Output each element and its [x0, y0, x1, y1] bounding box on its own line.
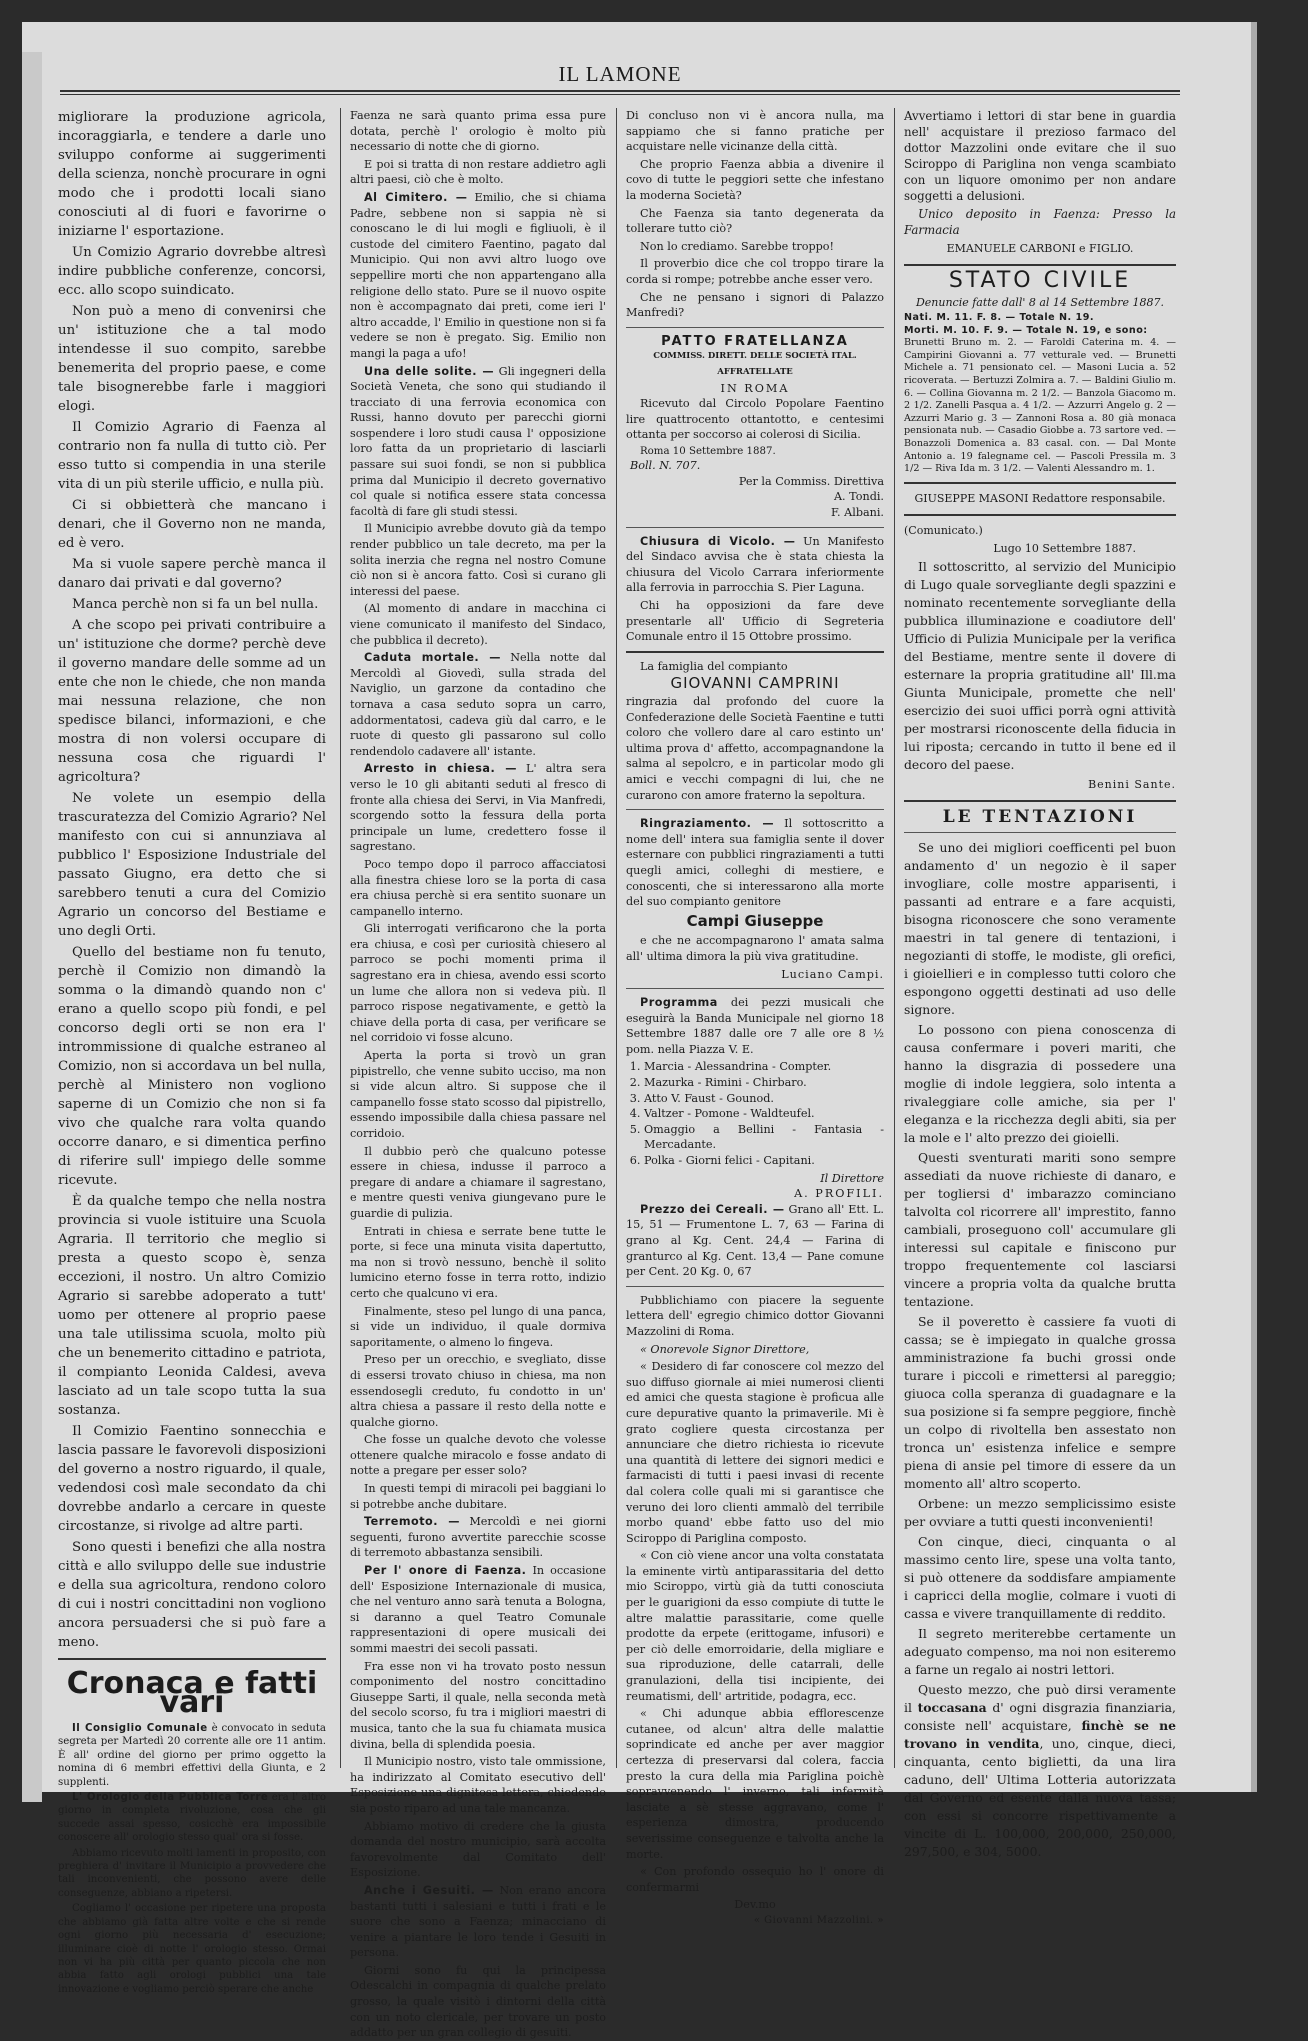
deaths-list: Brunetti Bruno m. 2. — Faroldi Caterina m. 4. — Campirini Giovanni a. 77 vetturale ved. — Brunetti Michele a. 71 pensionato cel. — Masoni Lucia a. 52 ricoverata. — Bertuzzi Zolmira a. 7. — Baldini Giulio m. 6. — Collina Giovanna m. 2 1/2. — Banzola Giacomo m. 2 1/2. Zanelli Pasqua a. 4 1/2. — Azzurri Angelo g. 2 — Azzurri Mario g. 3 — Zannoni Rosa a. 80 già monaca pensionata nub. — Casadio Giobbe a. 73 sartore ved. — Bonazzoli Domenica a. 83 casal. con. — Dal Monte Antonio a. 19 falegname cel. — Pascoli Pressila m. 3 1/2 — Riva Ida m. 3 1/2. — Valenti Alessandro m. 1.	[904, 337, 1176, 475]
news-text: Preso per un orecchio, e svegliato, disse di essersi trovato chiuso in chiesa, ma non essendosegli creduto, fu condotto in un' altra chiesa a passare il resto della notte e qualche giorno.	[350, 1353, 606, 1429]
news-text: Il Municipio avrebbe dovuto già da tempo render pubblico un tale decreto, ma per la solita inerzia che regna nel nostro Comune ciò non si è ancora fatto. Così si curano gli interessi del paese.	[350, 522, 606, 598]
news-text: era l' altro giorno in completa rivoluzione, cosa che gli succede assai spesso, cosicchè era impossibile conoscere all' orologio stesso qual' ora si fosse.	[58, 1792, 326, 1844]
program-item: 3. Atto V. Faust - Gounod.	[644, 1091, 884, 1107]
program-signature: Il Direttore	[820, 1171, 884, 1185]
section-rule	[626, 651, 884, 653]
notice-text: e che ne accompagnarono l' amata salma all' ultima dimora la più viva gratitudine.	[626, 934, 884, 963]
news-text: Giorni sono fu qui la principessa Odescalchi in compagnia di qualche prelato grosso, la quale visitò i dintorni della città con un noto clericale, per trovare un posto addatto per un gran collegio di gesuiti.	[350, 1963, 606, 2040]
adjacent-page-edge	[22, 52, 42, 1802]
letter-salutation: « Onorevole Signor Direttore,	[640, 1342, 810, 1356]
column-3	[626, 108, 885, 1926]
news-text: Gli ingegneri della Società Veneta, che sono qui studiando il tracciato di una ferrovia economica con Russi, hanno dovuto per parecchi giorni sospendere i loro studi causa l' opposizione loro fatta da un proprietario di lasciarli passare sui suoi fondi, se non si pubblica prima dal Municipio il decreto governativo col quale si notifica essere stata concessa facoltà di fare gli studi stessi.	[350, 364, 606, 518]
section-rule	[904, 832, 1176, 833]
news-text: Un Manifesto del Sindaco avvisa che è stata chiesta la chiusura del Vicolo Carrara inferiormente alla ferrovia in parrocchia S. Pier Laguna.	[626, 534, 885, 595]
communique-label: (Comunicato.)	[904, 523, 983, 537]
program-item: 2. Mazurka - Rimini - Chirbaro.	[644, 1075, 884, 1091]
notice-text: Ricevuto dal Circolo Popolare Faentino lire quattrocento ottantotto, e centesimi ottanta per soccorso ai colerosi di Sicilia.	[626, 397, 884, 442]
section-rule	[626, 988, 884, 989]
article-text: Ne volete un esempio della trascuratezza del Comizio Agrario? Nel manifesto con cui si annunziava al pubblico l' Esposizione Industriale del passato Giugno, era detto che si sarebbero tenuti a cura del Comizio Agrario un concorso del Bestiame e uno degli Orti.	[58, 791, 326, 939]
news-heading: Il Consiglio Comunale	[72, 1723, 208, 1734]
news-text: Cogliamo l' occasione per ripetere una proposta che abbiamo già fatta altre volte e che si rende ogni giorno più necessaria d' esecuzione; illuminare cioè di notte l' orologio stesso. Ormai non vi ha più città per quanto piccola che non abbia fatto agli orologi pubblici una tale innovazione e vogliamo perciò sperare che anche	[58, 1903, 326, 1995]
news-heading: Programma	[640, 996, 718, 1010]
article-text: Non può a meno di convenirsi che un' istituzione che a tal modo intendesse il suo compito, sarebbe benemerita del proprio paese, e come tale bisognerebbe farle i maggiori elogi.	[58, 304, 326, 414]
column-rule	[616, 108, 617, 1768]
news-text: Abbiamo motivo di credere che la giusta domanda del nostro municipio, sarà accolta favorevolmente dal Comitato dell' Esposizione.	[350, 1819, 606, 1880]
notice-signature: Luciano Campi.	[781, 967, 884, 981]
news-heading: Prezzo dei Cereali. —	[640, 1202, 785, 1216]
news-heading: Anche i Gesuiti. —	[364, 1883, 494, 1897]
letter-intro: Pubblichiamo con piacere la seguente lettera dell' egregio chimico dottor Giovanni Mazzolini di Roma.	[626, 1293, 884, 1338]
notice-signature: Per la Commiss. Direttiva	[738, 474, 884, 488]
news-text: Il dubbio però che qualcuno potesse essere in chiesa, indusse il parroco a pregare di andare a chiamare il sagrestano, e mentre questi veniva giungevano pure le guardie di pulizia.	[350, 1144, 606, 1220]
notice-text: ringrazia dal profondo del cuore la Confederazione delle Società Faentine e tutti coloro che vollero dare al caro estinto un' ultima prova d' affetto, accompagnandone la salma al sepolcro, e in particolar modo gli amici e vecchi compagni di lui, che ne curarono con amore fraterno la sepoltura.	[626, 695, 884, 802]
news-text: (Al momento di andare in macchina ci viene comunicato il manifesto del Sindaco, che pubblica il decreto).	[350, 602, 606, 647]
article-text: A che scopo pei privati contribuire a un' istituzione che dorme? perchè deve il governo mandare delle somme ad un ente che non le chiede, che non manda mai nessuna relazione, che non spedisce bilanci, informazioni, e che mostra di non volersi occupare di nessuna cosa che riguardi l' agricoltura?	[58, 618, 326, 785]
article-text: Con cinque, dieci, cinquanta o al massimo cento lire, spese una volta tanto, si può ottenere da soddisfare ampiamente i capricci della moglie, colmare i vuoti di cassa e vivere tranquillamente di reddito.	[904, 1533, 1176, 1621]
article-text: Un Comizio Agrario dovrebbe altresì indire pubbliche conferenze, concorsi, ecc. allo scopo suindicato.	[58, 245, 326, 298]
news-text: Poco tempo dopo il parroco affacciatosi alla finestra chiese loro se la porta di casa era chiusa perchè si era sentito suonare un campanello interno.	[350, 857, 606, 918]
program-signature: A. PROFILI.	[794, 1187, 884, 1201]
news-text: Aperta la porta si trovò un gran pipistrello, che venne subito ucciso, ma non si vide alcun altro. Si suppose che il campanello fosse stato scosso dal pipistrello, essendo impossibile dalla chiesa passare nel corridoio.	[350, 1049, 606, 1140]
news-text: Nella notte dal Mercoldì al Giovedì, sulla strada del Naviglio, un garzone da contadino che tornava a casa seduto sopra un carro, addormentatosi, cadeva giù dal carro, e le ruote di questo gli passarono sul collo rendendolo cadavere all' istante.	[350, 651, 606, 758]
news-text: Che proprio Faenza abbia a divenire il covo di tutte le peggiori sette che infestano la moderna Società?	[626, 157, 884, 202]
column-2	[350, 108, 606, 2040]
article-text: Se uno dei migliori coefficenti pel buon andamento d' un negozio è il saper invogliare, colle mostre apparisenti, i passanti ad entrare e a fare acquisti, bisogna riconoscere che sono veramente maestri in tal genere di tentazioni, i negozianti di stoffe, le modiste, gli orefici, i gioiellieri e in complesso tutti coloro che espongono oggetti destinati ad uso delle signore.	[904, 839, 1176, 1017]
notice-city: IN ROMA	[720, 381, 790, 395]
news-text: In questi tempi di miracoli pei baggiani lo si potrebbe anche dubitare.	[350, 1482, 606, 1511]
notice-number: Boll. N. 707.	[630, 459, 701, 473]
letter-text: « Con profondo ossequio ho l' onore di confermarmi	[626, 1865, 884, 1894]
notice-text: Unico deposito in Faenza: Presso la Farmacia	[904, 207, 1176, 237]
section-rule	[904, 800, 1176, 802]
article-text: Questi sventurati mariti sono sempre assediati da nuove richieste di danaro, e per togliersi d' imbarazzo cominciano talvolta col ricorrere all' imprestito, fanno cambiali, proseguono coll' accumulare gli interessi sul capitale e finiscono pur troppo frequentemente col lasciarsi vincere a propria volta da qualche brutta tentazione.	[904, 1149, 1176, 1309]
program-list	[644, 1059, 884, 1168]
section-rule	[904, 514, 1176, 516]
news-heading: Arresto in chiesa. —	[364, 762, 517, 776]
article-text: È da qualche tempo che nella nostra provincia si vuole istituire una Scuola Agraria. Il territorio che meglio si presta a questo scopo è, senza eccezioni, il nostro. Un altro Comizio Agrario si sarebbe adoperato a tutt' uomo per ottenere al proprio paese una tale utilissima scuola, molto più che un benemerito cittadino e patriota, il compianto Leonida Caldesi, aveva lasciato ad un tale scopo tutta la sua sostanza.	[58, 1194, 326, 1418]
notice-signature: F. Albani.	[831, 506, 884, 520]
news-text: Non erano ancora bastanti tutti i salesiani e tutti i frati e le suore che sono a Faenza; minacciano di venire a piantare le loro tende i Gesuiti in persona.	[350, 1883, 606, 1960]
column-rule	[894, 108, 895, 1768]
news-text: Di concluso non vi è ancora nulla, ma sappiamo che si fanno pratiche per acquistare nelle vicinanze della città.	[626, 109, 884, 154]
news-heading: Caduta mortale. —	[364, 651, 501, 665]
news-text: E poi si tratta di non restare addietro agli altri paesi, ciò che è molto.	[350, 157, 606, 187]
news-text: Gli interrogati verificarono che la porta era chiusa, e così per curiosità chiesero al parroco se pochi momenti prima il sagrestano era in chiesa, avendo essi scorto un lume che allora non si vedeva più. Il parroco rispose negativamente, e gettò la chiave della porta di casa, per verificare se nel corridoio vi fosse alcuno.	[350, 922, 606, 1045]
news-heading: Per l' onore di Faenza.	[364, 1564, 527, 1578]
news-text: Che Faenza sia tanto degenerata da tollerare tutto ciò?	[626, 206, 884, 236]
news-text: Faenza ne sarà quanto prima essa pure dotata, perchè l' orologio è molto più necessario di notte che di giorno.	[350, 109, 606, 154]
emphasis: finchè se ne trovano in vendita	[904, 1717, 1176, 1751]
header-rule	[60, 90, 1180, 92]
news-text: Emilio, che si chiama Padre, sebbene non si sappia nè si conoscano le di lui mogli e figliuoli, è il custode del cimitero Faentino, pagato dal Municipio. Qui non avvi altro luogo ove seppellire morti che non appartengano alla religione dello stato. Pure se il nuovo ospite non è accompagnato dai preti, come ieri l' altro accadde, l' Emilio in questione non si fa vedere se non è pregato. Sig. Emilio non mangi la paga a ufo!	[350, 190, 606, 360]
communique-text: Il sottoscritto, al servizio del Municipio di Lugo quale sorvegliante degli spazzini e nominato recentemente sorvegliante della pubblica illuminazione e coadiutore dell' Ufficio di Pulizia Municipale per la verifica del Bestiame, mentre sente il dovere di esternare la propria gratitudine all' Ill.ma Giunta Municipale, promette che nell' esercizio dei suoi uffici porrà ogni attività per mostrarsi riconoscente della fiducia in lui riposta; cercando in tutto il bene ed il decoro del paese.	[904, 558, 1176, 772]
editor-line: GIUSEPPE MASONI Redattore responsabile.	[914, 491, 1166, 505]
program-item: 1. Marcia - Alessandrina - Compter.	[644, 1059, 884, 1075]
letter-text: « Chi adunque abbia efflorescenze cutanee, od alcun' altra delle malattie soprindicate ed anche per aver maggior certezza di preservarsi dal colera, faccia presto la cura della mia Pariglina poichè sopravvenendo l' inverno, tali infermità lasciate a sè stesse aggravano, come l' esperienza dimostra, producendo severissime conseguenze e talvolta anche la morte.	[626, 1707, 884, 1861]
column-rule	[340, 108, 341, 1768]
program-item: 6. Polka - Giorni felici - Capitani.	[644, 1153, 884, 1169]
news-text: Il proverbio dice che col troppo tirare la corda si rompe; potrebbe anche esser vero.	[626, 257, 884, 286]
deaths: Morti. M. 10. F. 9. — Totale N. 19, e sono:	[904, 324, 1148, 336]
news-text: Abbiamo ricevuto molti lamenti in proposito, con preghiera d' invitare il Municipio a provvedere che tali inconvenienti, che possono avere delle conseguenze, abbiano a ripetersi.	[58, 1847, 326, 1899]
news-text: Il sottoscritto a nome dell' intera sua famiglia sente il dover esternare con pubblici ringraziamenti a tutti quegli amici, colleghi di mestiere, e conoscenti, che si interessarono alla morte del suo compianto genitore	[626, 817, 884, 909]
page-header	[60, 40, 1180, 100]
section-rule	[58, 1658, 326, 1660]
section-rule	[626, 1286, 884, 1287]
news-text: Entrati in chiesa e serrate bene tutte le porte, si fece una minuta visita dapertutto, ma non si trovò nessuno, benchè il solito lumicino eterno fosse in terra rotto, indizio certo che qualcuno vi era.	[350, 1224, 606, 1300]
column-1	[58, 108, 326, 1995]
article-text: Ma si vuole sapere perchè manca il danaro dai privati e dal governo?	[58, 557, 326, 591]
article-text: Orbene: un mezzo semplicissimo esiste per ovviare a tutti questi inconvenienti!	[904, 1495, 1176, 1529]
article-text: Il Comizio Faentino sonnecchia e lascia passare le favorevoli disposizioni del governo a nostro riguardo, il quale, vedendosi così male secondato da chi dovrebbe andarlo a cercare in queste circostanze, si rivolge ad altre parti.	[58, 1424, 326, 1534]
program-item: 5. Omaggio a Bellini - Fantasia - Mercadante.	[644, 1122, 884, 1153]
article-text: migliorare la produzione agricola, incoraggiarla, e tendere a darle uno sviluppo conforme ai suggerimenti della scienza, nonchè procurare in ogni modo che i prodotti locali siano conosciuti al di fuori e favorirne o iniziarne l' esportazione.	[58, 110, 326, 239]
news-text: dei pezzi musicali che eseguirà la Banda Municipale nel giorno 18 Settembre 1887 dalle ore 7 alle ore 8 ½ pom. nella Piazza V. E.	[626, 996, 884, 1056]
news-text: Fra esse non vi ha trovato posto nessun componimento del nostro concittadino Giuseppe Sarti, il quale, nella seconda metà del secolo scorso, fu tra i migliori maestri di musica, tanto che la sua fu chiamata musica divina, bella di splendida poesia.	[350, 1659, 606, 1751]
section-rule	[904, 264, 1176, 266]
article-title: LE TENTAZIONI	[942, 806, 1138, 827]
news-text: L' altra sera verso le 10 gli abitanti seduti al fresco di fronte alla chiesa dei Servi, in Via Manfredi, scorgendo sotto la fessura della porta principale un lume, credettero fosse il sagrestano.	[350, 762, 606, 854]
news-text: Che fosse un qualche devoto che volesse ottenere qualche miracolo e fosse andato di notte a pregare per esser solo?	[350, 1433, 606, 1478]
deceased-name: Campi Giuseppe	[686, 911, 824, 930]
section-subtitle: Denuncie fatte dall' 8 al 14 Settembre 1887.	[915, 296, 1165, 309]
notice-signature: A. Tondi.	[833, 490, 884, 504]
program-item: 4. Valtzer - Pomone - Waldteufel.	[644, 1106, 884, 1122]
article-text: Manca perchè non si fa un bel nulla.	[72, 597, 319, 612]
article-text: Se il poveretto è cassiere fa vuoti di cassa; se è impiegato in qualche grossa amministrazione fa buchi grossi onde turare i piccoli e rimettersi al pareggio; giuoca colla speranza di guadagnare e la sua posizione si fa sempre peggiore, finchè un colpo di rivoltella ben assestato non tronca un' esistenza infelice e sempre piena di ansie pel timore di essere da un momento all' altro scoperto.	[904, 1313, 1176, 1491]
news-heading: L' Orologio della Pubblica Torre	[72, 1792, 269, 1804]
communique-signature: Benini Sante.	[1088, 777, 1176, 791]
letter-closing: Dev.mo	[734, 1898, 776, 1912]
communique-date: Lugo 10 Settembre 1887.	[993, 541, 1136, 555]
column-4	[904, 108, 1177, 1859]
emphasis: toccasana	[917, 1699, 987, 1715]
news-text: Grano all' Ett. L. 15, 51 — Frumentone L. 7, 63 — Farina di grano al Kg. Cent. 24,4 — Farina di granturco al Kg. Cent. 13,4 — Pane comune per Cent. 20 Kg. 0, 67	[626, 1202, 884, 1279]
article-text: Sono questi i benefizi che alla nostra città e allo sviluppo delle sue industrie e della sua agricoltura, rendono coloro di cui i nostri concittadini non vogliono ancora persuadersi che si può fare a meno.	[58, 1540, 326, 1650]
notice-text: Avvertiamo i lettori di star bene in guardia nell' acquistare il prezioso farmaco del dottor Mazzolini onde evitare che il suo Sciroppo di Pariglina non venga scambiato con un liquore omonimo per non andare soggetti a delusioni.	[904, 109, 1176, 203]
section-title: STATO CIVILE	[948, 268, 1132, 293]
news-text: Finalmente, steso pel lungo di una panca, si vide un individuo, il quale dormiva saporitamente, o almeno lo fingeva.	[350, 1304, 606, 1349]
news-text: Il Municipio nostro, visto tale ommissione, ha indirizzato al Comitato esecutivo dell' Esposizione una dignitosa lettera, chiedendo sia posto riparo ad una tale mancanza.	[350, 1755, 606, 1815]
section-title: Cronaca e fatti vari	[66, 1666, 318, 1720]
letter-text: « Desidero di far conoscere col mezzo del suo diffuso giornale ai miei numerosi clienti ed amici che questa stagione è proficua alle cure depurative quanto la primaverile. Mi è grato cogliere questa circostanza per annunciare che dietro richiesta io ricevute una quantità di lettere dei signori medici e farmacisti di tutti i paesi invasi di recente dal colera colle quali mi si garantisce che veruno dei loro clienti ammalò del terribile morbo quand' ebbe fatto uso del mio Sciroppo di Pariglina composto.	[626, 1360, 884, 1545]
section-rule	[626, 327, 884, 328]
article-text: Il Comizio Agrario di Faenza al contrario non fa nulla di tutto ciò. Per esso tutto si compendia in una sterile vita di un più sterile ufficio, e nulla più.	[58, 420, 326, 492]
header-rule-thin	[60, 94, 1180, 95]
section-rule	[904, 482, 1176, 484]
notice-subtitle: COMMISS. DIRETT. DELLE SOCIETÀ ITAL. AFFRATELLATE	[653, 351, 857, 377]
pharmacy-name: EMANUELE CARBONI e FIGLIO.	[946, 242, 1134, 255]
section-rule	[626, 809, 884, 810]
article-text: Ci si obbietterà che mancano i denari, che il Governo non ne manda, ed è vero.	[58, 498, 326, 551]
notice-text: La famiglia del compianto	[640, 659, 788, 673]
news-text: Che ne pensano i signori di Palazzo Manfredi?	[626, 290, 884, 320]
news-text: Chi ha opposizioni da fare deve presentarle all' Ufficio di Segreteria Comunale entro il 15 Ottobre prossimo.	[626, 599, 884, 644]
births: Nati. M. 11. F. 8. — Totale N. 19.	[904, 312, 1095, 323]
news-text: Non lo crediamo. Sarebbe troppo!	[640, 239, 834, 253]
article-text: Lo possono con piena conoscenza di causa confermare i poveri mariti, che hanno la disgrazia di possedere una moglie di indole leggiera, solo intenta a rivaleggiare colle amiche, sia per l' eleganza e la ricchezza degli abiti, sia per la mole e l' alto prezzo dei gioielli.	[904, 1021, 1176, 1145]
news-heading: Al Cimitero. —	[364, 190, 468, 204]
notice-title: PATTO FRATELLANZA	[661, 333, 849, 349]
news-text: Mercoldì e nei giorni seguenti, furono avvertite parecchie scosse di terremoto abbastanza sensibili.	[350, 1515, 606, 1560]
news-heading: Terremoto. —	[364, 1515, 460, 1529]
section-rule	[626, 527, 884, 528]
letter-signature: « Giovanni Mazzolini. »	[753, 1914, 884, 1926]
news-heading: Chiusura di Vicolo. —	[640, 534, 796, 548]
article-text: Il segreto meriterebbe certamente un adeguato compenso, ma noi non esiteremo a farne un regalo ai nostri lettori.	[904, 1625, 1176, 1677]
news-heading: Una delle solite. —	[364, 364, 495, 378]
article-text: Questo mezzo, che può dirsi veramente il toccasana d' ogni disgrazia finanziaria, consiste nell' acquistare, finchè se ne trovano in vendita, uno, cinque, dieci, cinquanta, cento biglietti, da una lira caduno, dell' Ultima Lotteria autorizzata dal Governo ed esente dalla nuova tassa; con essi si concorre rispettivamente a vincite di L. 100,000, 200,000, 250,000, 297,500, e 304, 5000.	[904, 1681, 1177, 1859]
article-text: Quello del bestiame non fu tenuto, perchè il Comizio non dimandò la somma o la dimandò quando non c' erano a quello scopo più fondi, e pel concorso degli orti se non era l' intrommissione di qualche estraneo al Comizio, non si accordava un bel nulla, perchè al Ministero non vogliono saperne di un Comizio che non si fa vivo che qualche rara volta quando occorre danaro, e si dimentica perfino di riferire sull' impiego delle somme ricevute.	[58, 945, 326, 1188]
letter-text: « Con ciò viene ancor una volta constatata la eminente virtù antiparassitaria del detto mio Sciroppo, virtù già da tutti conosciuta per le guarigioni da esso compiute di tutte le altre malattie parassitarie, come quelle prodotte da erpete (erittogame, infusori) e per ciò delle emorroidarie, della migliare e sua riproduzione, delle catarrali, delle granulazioni, della tisi incipiente, dei reumatismi, dell' artritide, podagra, ecc.	[626, 1549, 884, 1703]
news-text: In occasione dell' Esposizione Internazionale di musica, che nel venturo anno sarà tenuta a Bologna, si daranno a quel Teatro Comunale rappresentazioni di opere musicali dei sommi maestri dei secoli passati.	[350, 1564, 606, 1655]
news-text: è convocato in seduta segreta per Martedì 20 corrente alle ore 11 antim. È all' ordine del giorno per primo oggetto la nomina di 6 membri effettivi della Giunta, e 2 supplenti.	[58, 1723, 326, 1788]
deceased-name: GIOVANNI CAMPRINI	[670, 674, 840, 693]
masthead: IL LAMONE	[558, 62, 682, 86]
news-heading: Ringraziamento. —	[640, 817, 775, 831]
notice-date: Roma 10 Settembre 1887.	[640, 445, 776, 457]
